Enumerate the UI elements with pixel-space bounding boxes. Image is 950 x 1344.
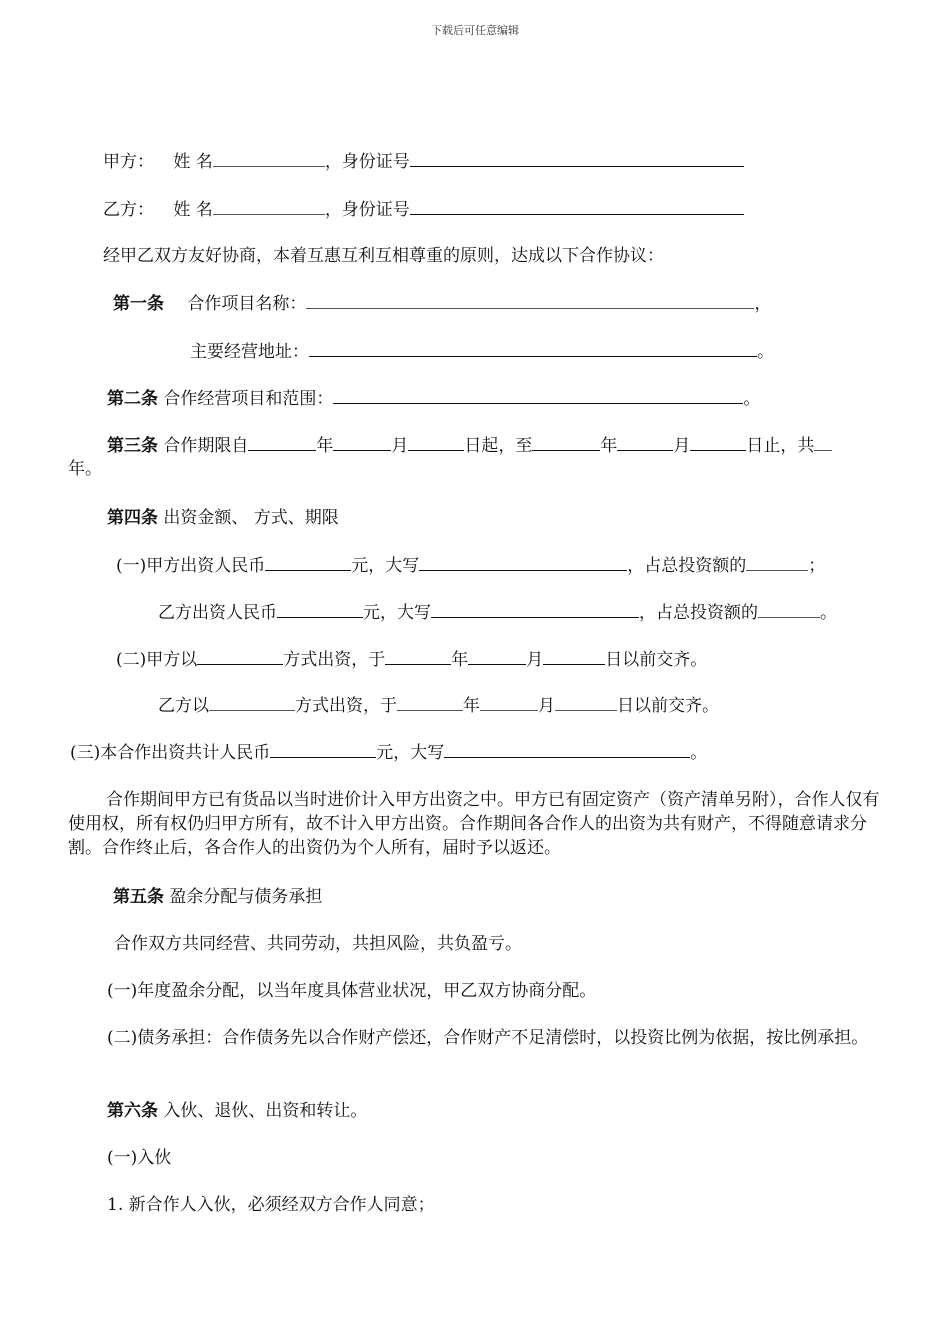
a-amount-words-field[interactable] — [419, 554, 627, 571]
article-4-paragraph: 合作期间甲方已有货品以当时进价计入甲方出资之中。甲方已有固定资产（资产清单另附），合作人仅有使用权，所有权仍归甲方所有，故不计入甲方出资。合作期间各合作人的出资为共有财产，不得随意请求分割。合作终止后，各合作人的出资仍为个人所有，届时予以返还。 — [68, 790, 880, 858]
article-2-text: 合作经营项目和范围： — [163, 389, 334, 409]
b-month-label: 月 — [538, 696, 555, 716]
b-day-field[interactable] — [555, 694, 617, 711]
party-a-id-label: ，身份证号 — [324, 152, 410, 172]
article-4-title: 第四条 — [107, 508, 158, 528]
article-1-title: 第一条 — [113, 294, 164, 314]
a-investment-label: (一)甲方出资人民币 — [116, 556, 266, 576]
b-ratio-field[interactable] — [758, 601, 820, 618]
b-amount-field[interactable] — [277, 601, 363, 618]
start-day-label: 日起，至 — [464, 436, 533, 456]
party-a-label: 甲方： — [103, 152, 154, 172]
end-day-label: 日止，共 — [746, 436, 815, 456]
a-yuan-label: 元，大写 — [351, 556, 420, 576]
b-method-field[interactable] — [209, 694, 295, 711]
a-method-text: 方式出资，于 — [283, 650, 386, 670]
article-5-title: 第五条 — [113, 887, 164, 907]
a-method-label: (二)甲方以 — [116, 650, 198, 670]
article-6-line — [107, 1100, 367, 1122]
article-4-heading: 出资金额、 方式、期限 — [163, 508, 339, 528]
article-4-line — [107, 507, 339, 529]
a-investment-line — [116, 554, 825, 577]
total-amount-words-field[interactable] — [444, 741, 690, 758]
article-5-line — [113, 886, 322, 908]
intro-text: 经甲乙双方友好协商，本着互惠互利互相尊重的原则，达成以下合作协议： — [103, 246, 664, 266]
a-day-field[interactable] — [543, 648, 605, 665]
a-deadline-label: 日以前交齐。 — [605, 650, 708, 670]
address-line — [190, 340, 774, 363]
project-name-label: 合作项目名称： — [187, 294, 307, 314]
total-investment-line — [70, 741, 707, 764]
total-years-field[interactable] — [814, 434, 832, 451]
party-a-line — [103, 150, 744, 173]
party-b-id-label: ，身份证号 — [324, 200, 410, 220]
party-b-name-field[interactable] — [213, 198, 325, 215]
project-name-field[interactable] — [306, 292, 754, 309]
a-ratio-end: ； — [808, 556, 826, 576]
address-field[interactable] — [309, 340, 757, 357]
party-a-name-label: 姓 名 — [173, 152, 213, 172]
article-6-title: 第六条 — [107, 1101, 158, 1121]
a-ratio-label: ，占总投资额的 — [627, 556, 747, 576]
a-year-label: 年 — [451, 650, 469, 670]
article-6-heading: 入伙、退伙、出资和转让。 — [163, 1101, 368, 1121]
b-year-field[interactable] — [397, 694, 463, 711]
address-label: 主要经营地址： — [190, 342, 309, 362]
article-3-from: 合作期限自 — [163, 436, 249, 456]
party-b-name-label: 姓 名 — [173, 200, 213, 220]
a-ratio-field[interactable] — [746, 554, 808, 571]
project-name-end: ， — [754, 294, 772, 314]
article-5-heading: 盈余分配与债务承担 — [169, 887, 323, 907]
party-b-id-field[interactable] — [410, 198, 744, 215]
b-amount-words-field[interactable] — [431, 601, 639, 618]
a-year-field[interactable] — [385, 648, 451, 665]
b-method-label: 乙方以 — [158, 696, 209, 716]
end-year-field[interactable] — [532, 434, 600, 451]
a-method-field[interactable] — [197, 648, 283, 665]
a-method-line — [116, 648, 707, 671]
b-ratio-end: 。 — [820, 603, 837, 623]
a-month-field[interactable] — [468, 648, 526, 665]
end-year-label: 年 — [600, 436, 618, 456]
b-month-field[interactable] — [480, 694, 538, 711]
end-month-field[interactable] — [617, 434, 673, 451]
b-yuan-label: 元，大写 — [363, 603, 431, 623]
total-investment-label: (三)本合作出资共计人民币 — [70, 743, 271, 763]
article-2-end: 。 — [743, 389, 761, 409]
b-method-line — [158, 694, 719, 717]
b-year-label: 年 — [463, 696, 480, 716]
article-1-line — [113, 292, 771, 315]
total-amount-field[interactable] — [270, 741, 376, 758]
a-month-label: 月 — [526, 650, 544, 670]
article-2-title: 第二条 — [107, 389, 158, 409]
address-end: 。 — [757, 342, 774, 362]
page-header: 下载后可任意编辑 — [431, 24, 519, 37]
article-3-title: 第三条 — [107, 436, 158, 456]
article-5-p3: (二)债务承担：合作债务先以合作财产偿还，合作财产不足清偿时，以投资比例为依据，按比例承担。 — [107, 1028, 869, 1048]
article-5-p2: (一)年度盈余分配，以当年度具体营业状况，甲乙双方协商分配。 — [107, 981, 597, 1001]
party-a-name-field[interactable] — [213, 150, 325, 167]
b-investment-label: 乙方出资人民币 — [158, 603, 277, 623]
b-ratio-label: ，占总投资额的 — [639, 603, 758, 623]
article-6-sub1: (一)入伙 — [107, 1148, 172, 1168]
party-b-label: 乙方： — [103, 200, 154, 220]
total-yuan-label: 元，大写 — [376, 743, 445, 763]
end-day-field[interactable] — [690, 434, 746, 451]
a-amount-field[interactable] — [265, 554, 351, 571]
start-year-label: 年 — [316, 436, 334, 456]
start-year-field[interactable] — [248, 434, 316, 451]
article-3-cont: 年。 — [68, 459, 102, 479]
start-month-label: 月 — [391, 436, 409, 456]
scope-field[interactable] — [333, 387, 743, 404]
b-deadline-label: 日以前交齐。 — [617, 696, 719, 716]
start-day-field[interactable] — [408, 434, 464, 451]
end-month-label: 月 — [673, 436, 691, 456]
party-a-id-field[interactable] — [410, 150, 744, 167]
start-month-field[interactable] — [333, 434, 391, 451]
b-investment-line — [158, 601, 837, 624]
b-method-text: 方式出资，于 — [295, 696, 397, 716]
article-2-line — [107, 387, 760, 410]
total-end: 。 — [690, 743, 708, 763]
article-3-line — [107, 434, 832, 457]
party-b-line — [103, 198, 744, 221]
article-6-item1: 1. 新合作人入伙，必须经双方合作人同意； — [107, 1195, 435, 1215]
article-5-p1: 合作双方共同经营、共同劳动，共担风险，共负盈亏。 — [114, 934, 522, 954]
